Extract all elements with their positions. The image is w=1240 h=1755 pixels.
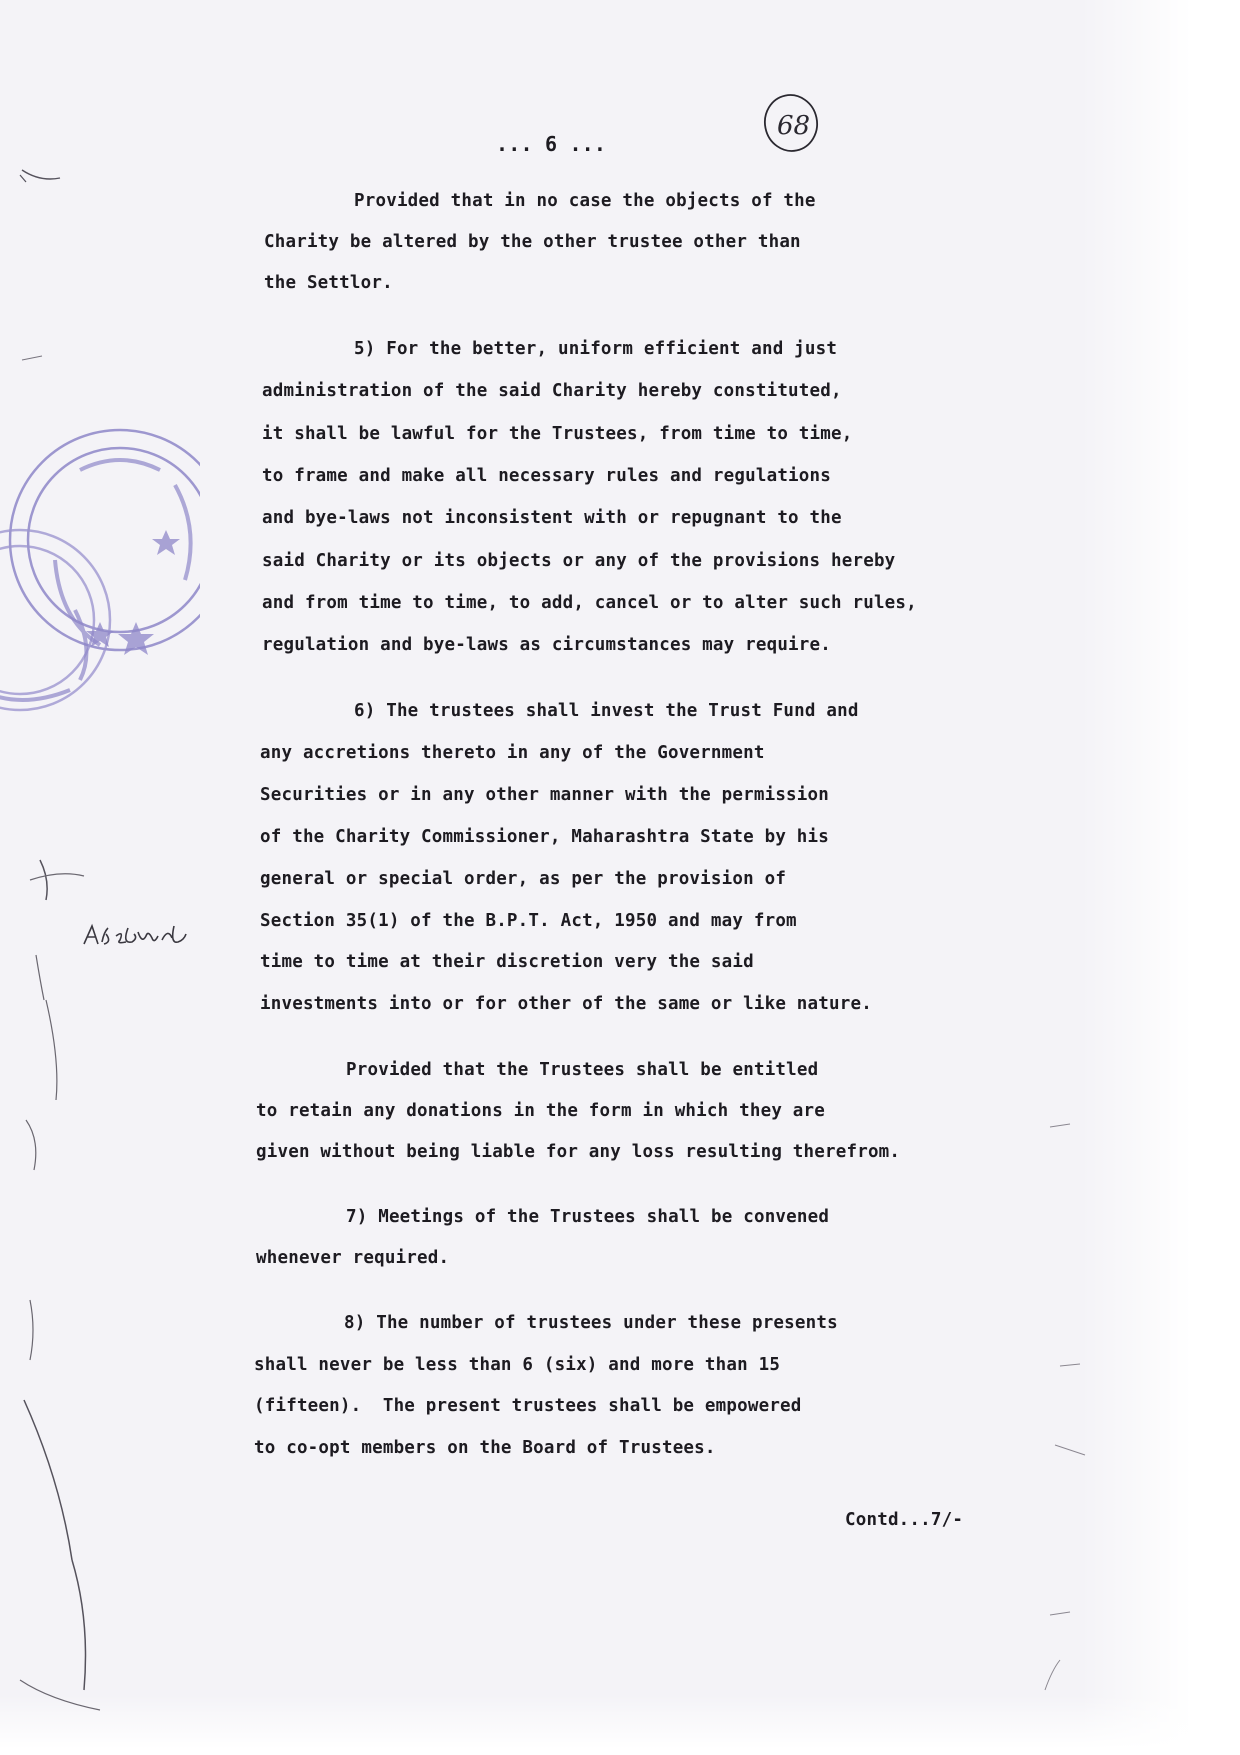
handwritten-page-number — [758, 90, 824, 156]
text-line: to retain any donations in the form in which they are — [256, 1101, 826, 1121]
right-edge-marks — [1040, 0, 1120, 1755]
text-line: given without being liable for any loss resulting therefrom. — [256, 1142, 901, 1162]
text-line: (fifteen). The present trustees shall be empowered — [254, 1396, 802, 1417]
text-line: it shall be lawful for the Trustees, from time to time, — [262, 423, 853, 444]
text-line: whenever required. — [256, 1248, 450, 1268]
text-line: to co-opt members on the Board of Trustees. — [254, 1438, 716, 1459]
binding-marks — [0, 0, 140, 1755]
text-line: 7) Meetings of the Trustees shall be convened — [346, 1207, 830, 1227]
text-line: 6) The trustees shall invest the Trust Fund and — [354, 701, 859, 721]
text-line: 8) The number of trustees under these presents — [344, 1313, 838, 1333]
handwritten-signature — [82, 914, 192, 954]
page-marker: ... 6 ... — [496, 132, 607, 156]
text-line: time to time at their discretion very the said — [260, 952, 754, 973]
text-line: administration of the said Charity hereby constituted, — [262, 381, 842, 402]
continued-marker: Contd...7/- — [845, 1510, 964, 1530]
text-line: Section 35(1) of the B.P.T. Act, 1950 and may from — [260, 910, 797, 931]
text-line: shall never be less than 6 (six) and more than 15 — [254, 1354, 781, 1375]
text-line: general or special order, as per the provision of — [260, 868, 787, 889]
text-line: and bye-laws not inconsistent with or repugnant to the — [262, 508, 842, 529]
text-line: Provided that in no case the objects of the — [354, 191, 816, 211]
text-line: investments into or for other of the same or like nature. — [260, 994, 872, 1015]
text-line: the Settlor. — [264, 273, 393, 293]
official-seal-stamp — [0, 390, 200, 770]
text-line: Securities or in any other manner with the permission — [260, 784, 830, 805]
text-line: regulation and bye-laws as circumstances may require. — [262, 635, 832, 656]
text-line: of the Charity Commissioner, Maharashtra State by his — [260, 826, 830, 847]
text-line: 5) For the better, uniform efficient and just — [354, 339, 838, 359]
handwritten-page-number-text: 68 — [777, 111, 811, 141]
text-line: to frame and make all necessary rules and regulations — [262, 465, 832, 486]
text-line: Provided that the Trustees shall be entitled — [346, 1060, 819, 1080]
text-line: Charity be altered by the other trustee other than — [264, 232, 801, 252]
text-line: said Charity or its objects or any of the provisions hereby — [262, 550, 896, 571]
text-line: and from time to time, to add, cancel or to alter such rules, — [262, 592, 917, 613]
text-line: any accretions thereto in any of the Government — [260, 742, 765, 763]
